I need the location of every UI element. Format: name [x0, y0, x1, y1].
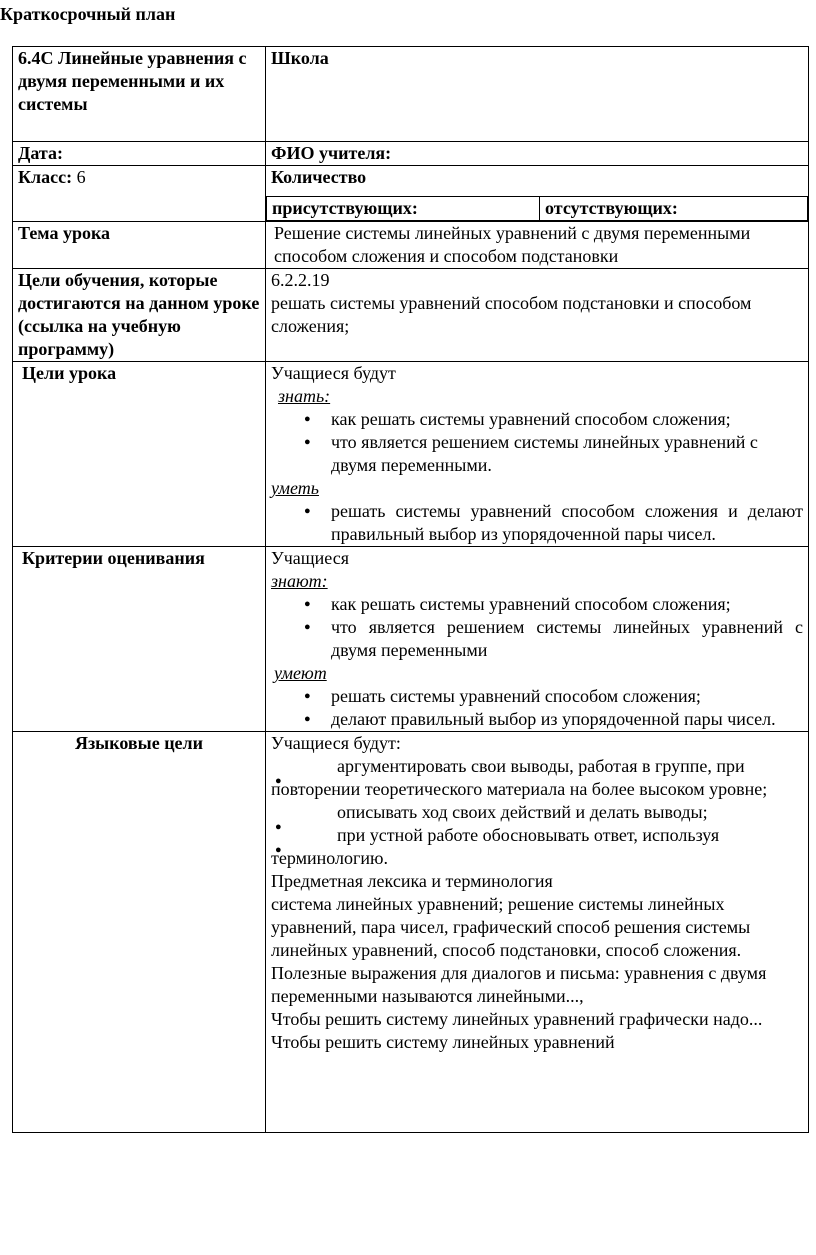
class-cell: [13, 166, 266, 222]
topic-label: Тема урока: [18, 223, 111, 243]
criteria-know-list: [271, 593, 803, 662]
lesson-can-list: [271, 500, 803, 546]
list-item: ● что является решением системы линейных уравнений с двумя переменными.: [271, 431, 803, 477]
count-label: Количество: [271, 167, 367, 187]
list-item: аргументировать свои выводы, работая в группе, при повторении теоретического материала на более высоком уровне;: [271, 756, 768, 799]
attendance-subtable: [266, 196, 808, 221]
vocab-title: Предметная лексика и терминология: [271, 871, 553, 891]
learning-objectives-value-cell: [266, 269, 809, 362]
lesson-objectives-intro: Учащиеся будут: [271, 363, 396, 383]
criteria-can-list: [271, 685, 803, 731]
lesson-know-list: [271, 408, 803, 477]
criteria-label-cell: [13, 547, 266, 732]
list-item: ● как решать системы уравнений способом сложения;: [271, 408, 803, 431]
learning-objectives-code: 6.2.2.19: [271, 270, 330, 290]
lesson-can-label: уметь: [271, 478, 319, 498]
count-cell: [266, 166, 809, 222]
language-goals-label-cell: [13, 732, 266, 1133]
list-item: ● делают правильный выбор из упорядоченной пары чисел.: [271, 708, 803, 731]
list-item: при устной работе обосновывать ответ, используя терминологию.: [271, 825, 720, 868]
list-item: ● решать системы уравнений способом сложения и делают правильный выбор из упорядоченной пары чисел.: [271, 500, 803, 546]
criteria-intro: Учащиеся: [271, 548, 349, 568]
lesson-objectives-value-cell: [266, 362, 809, 547]
learning-objectives-row: [13, 269, 809, 362]
date-cell: [13, 142, 266, 166]
school-label: Школа: [271, 48, 329, 68]
criteria-value-cell: [266, 547, 809, 732]
criteria-label: Критерии оценивания: [22, 548, 205, 568]
absent-label: отсутствующих:: [540, 197, 808, 221]
topic-row: [13, 222, 809, 269]
unit-row: [13, 47, 809, 142]
class-row: [13, 166, 809, 222]
language-goals-intro: Учащиеся будут:: [271, 733, 401, 753]
list-item: ● решать системы уравнений способом сложения;: [271, 685, 803, 708]
topic-value: Решение системы линейных уравнений с двумя переменными способом сложения и способом подстановки: [274, 223, 751, 266]
phrases-title: Полезные выражения для диалогов и письма: уравнения с двумя переменными называются линейными...,: [271, 963, 767, 1006]
present-label: присутствующих:: [267, 197, 540, 221]
topic-value-cell: [266, 222, 809, 269]
vocab-text: система линейных уравнений; решение системы линейных уравнений, пара чисел, графический способ решения системы линейных уравнений, способ подстановки, способ сложения.: [271, 894, 751, 960]
list-item: описывать ход своих действий и делать выводы;: [337, 802, 708, 822]
phrases-text: Чтобы решить систему линейных уравнений графически надо... Чтобы решить систему линейных уравнений: [271, 1009, 763, 1052]
school-cell: [266, 47, 809, 142]
date-row: [13, 142, 809, 166]
language-goals-row: [13, 732, 809, 1133]
class-label: Класс:: [18, 167, 73, 187]
topic-label-cell: [13, 222, 266, 269]
list-item: ● как решать системы уравнений способом сложения;: [271, 593, 803, 616]
page-title: Краткосрочный план: [0, 4, 176, 24]
lesson-plan-table: [12, 46, 809, 1133]
list-item: ● что является решением системы линейных уравнений с двумя переменными: [271, 616, 803, 662]
date-label: Дата:: [18, 143, 63, 163]
language-goals-value-cell: [266, 732, 809, 1133]
teacher-cell: [266, 142, 809, 166]
unit-cell: [13, 47, 266, 142]
language-goals-label: Языковые цели: [74, 733, 204, 753]
lesson-know-label: знать:: [278, 386, 331, 406]
criteria-can-label: умеют: [274, 663, 327, 683]
teacher-label: ФИО учителя:: [271, 143, 392, 163]
criteria-row: [13, 547, 809, 732]
criteria-know-label: знают:: [271, 571, 328, 591]
lesson-objectives-label: Цели урока: [22, 363, 117, 383]
class-value: 6: [76, 167, 86, 187]
learning-objectives-label-cell: [13, 269, 266, 362]
unit-title: 6.4С Линейные уравнения с двумя переменными и их системы: [18, 48, 247, 114]
lesson-objectives-row: [13, 362, 809, 547]
learning-objectives-text: решать системы уравнений способом подстановки и способом сложения;: [271, 293, 752, 336]
learning-objectives-label: Цели обучения, которые достигаются на данном уроке (ссылка на учебную программу): [18, 270, 260, 359]
lesson-objectives-label-cell: [13, 362, 266, 547]
